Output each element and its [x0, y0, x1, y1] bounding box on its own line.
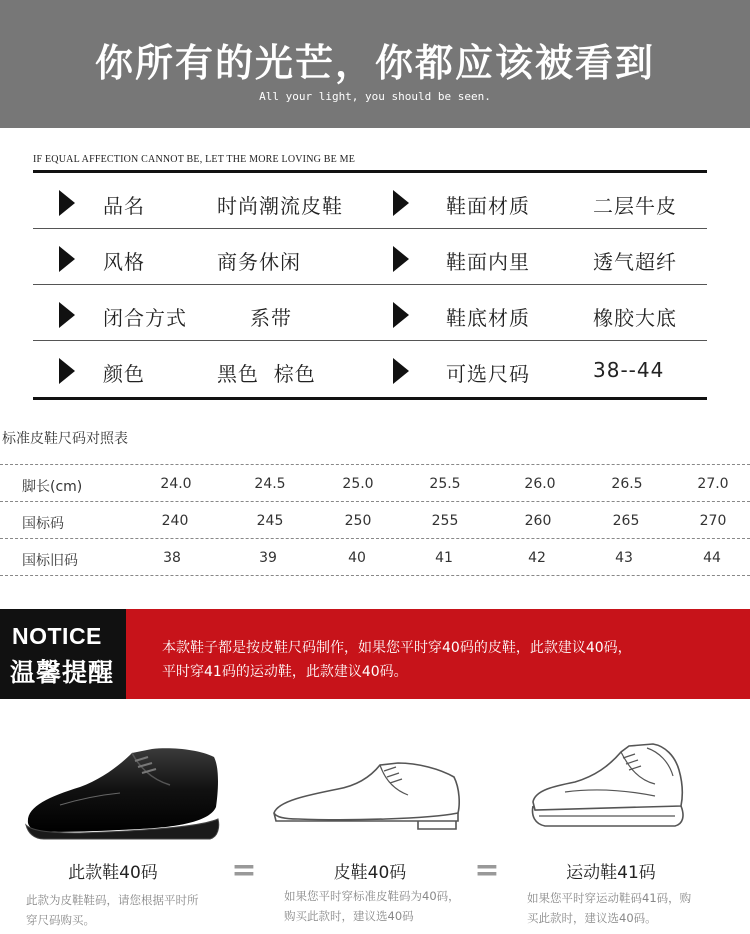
- equals-sign: =: [474, 853, 500, 888]
- spec-label: 可选尺码: [446, 362, 530, 386]
- spec-value: 黑色 棕色: [217, 362, 316, 386]
- size-cell: 38: [163, 550, 181, 566]
- banner-subtitle: All your light, you should be seen.: [259, 90, 491, 103]
- spec-value: 系带: [250, 306, 292, 330]
- size-cell: 40: [348, 550, 366, 566]
- size-cell: 24.0: [160, 476, 192, 492]
- notice-text: 平时穿41码的运动鞋，此款建议40码。: [162, 664, 408, 680]
- notice-title-en: NOTICE: [12, 623, 102, 649]
- spec-value: 38--44: [593, 358, 665, 382]
- size-cell: 42: [528, 550, 546, 566]
- size-cell: 255: [431, 513, 459, 529]
- size-row-label: 国标码: [22, 516, 64, 532]
- size-row: [0, 465, 750, 502]
- spec-row: [33, 285, 707, 341]
- comparison-note: 如果您平时穿标准皮鞋码为40码， 购买此款时，建议选40码: [284, 889, 460, 923]
- size-cell: 265: [612, 513, 640, 529]
- notice-badge: [0, 609, 126, 699]
- size-row: [0, 502, 750, 539]
- size-cell: 24.5: [254, 476, 286, 492]
- spec-label: 鞋底材质: [446, 306, 530, 330]
- size-cell: 26.0: [524, 476, 556, 492]
- size-cell: 43: [615, 550, 633, 566]
- triangle-bullet-icon: [393, 190, 409, 216]
- sneaker-outline-icon: [525, 740, 690, 835]
- equals-sign: =: [231, 853, 257, 888]
- size-cell: 270: [699, 513, 727, 529]
- triangle-bullet-icon: [393, 358, 409, 384]
- spec-table: [33, 170, 707, 400]
- triangle-bullet-icon: [59, 246, 75, 272]
- dress-shoe-outline-icon: [268, 755, 468, 835]
- spec-caption: IF EQUAL AFFECTION CANNOT BE, LET THE MORE LOVING BE ME: [33, 154, 356, 165]
- header-banner: [0, 0, 750, 128]
- triangle-bullet-icon: [59, 358, 75, 384]
- banner-title: 你所有的光芒，你都应该被看到: [94, 41, 655, 85]
- spec-value: 时尚潮流皮鞋: [217, 194, 343, 218]
- size-chart-title: 标准皮鞋尺码对照表: [2, 431, 128, 447]
- spec-value: 橡胶大底: [593, 306, 677, 330]
- triangle-bullet-icon: [59, 302, 75, 328]
- spec-label: 鞋面材质: [446, 194, 530, 218]
- size-cell: 44: [703, 550, 721, 566]
- size-cell: 25.5: [429, 476, 461, 492]
- notice-title-cn: 温馨提醒: [10, 658, 115, 687]
- spec-label: 品名: [103, 194, 145, 218]
- size-cell: 26.5: [611, 476, 643, 492]
- triangle-bullet-icon: [393, 246, 409, 272]
- spec-label: 鞋面内里: [446, 250, 530, 274]
- size-chart-table: [0, 464, 750, 576]
- spec-label: 颜色: [103, 362, 145, 386]
- spec-value: 透气超纤: [593, 250, 677, 274]
- size-cell: 41: [435, 550, 453, 566]
- comparison-label: 皮鞋40码: [333, 863, 407, 883]
- comparison-note: 如果您平时穿运动鞋码41码，购 买此款时，建议选40码。: [527, 891, 692, 925]
- triangle-bullet-icon: [59, 190, 75, 216]
- spec-value: 商务休闲: [217, 250, 301, 274]
- black-leather-shoe-icon: [20, 735, 225, 850]
- size-cell: 245: [256, 513, 284, 529]
- comparison-label: 此款鞋40码: [68, 863, 158, 883]
- spec-row: [33, 229, 707, 285]
- spec-label: 风格: [103, 250, 145, 274]
- size-cell: 250: [344, 513, 372, 529]
- size-cell: 260: [524, 513, 552, 529]
- size-row-label: 国标旧码: [22, 553, 78, 569]
- size-row: [0, 539, 750, 576]
- size-row-label: 脚长(cm): [22, 479, 83, 495]
- spec-value: 二层牛皮: [593, 194, 677, 218]
- size-cell: 240: [161, 513, 189, 529]
- size-cell: 27.0: [697, 476, 729, 492]
- spec-label: 闭合方式: [103, 306, 187, 330]
- size-cell: 39: [259, 550, 277, 566]
- comparison-label: 运动鞋41码: [566, 863, 656, 883]
- triangle-bullet-icon: [393, 302, 409, 328]
- spec-row: [33, 341, 707, 397]
- size-cell: 25.0: [342, 476, 374, 492]
- comparison-note: 此款为皮鞋鞋码，请您根据平时所 穿尺码购买。: [26, 893, 199, 927]
- spec-row: [33, 173, 707, 229]
- notice-text: 本款鞋子都是按皮鞋尺码制作，如果您平时穿40码的皮鞋，此款建议40码，: [162, 640, 632, 656]
- notice-banner: [0, 609, 750, 699]
